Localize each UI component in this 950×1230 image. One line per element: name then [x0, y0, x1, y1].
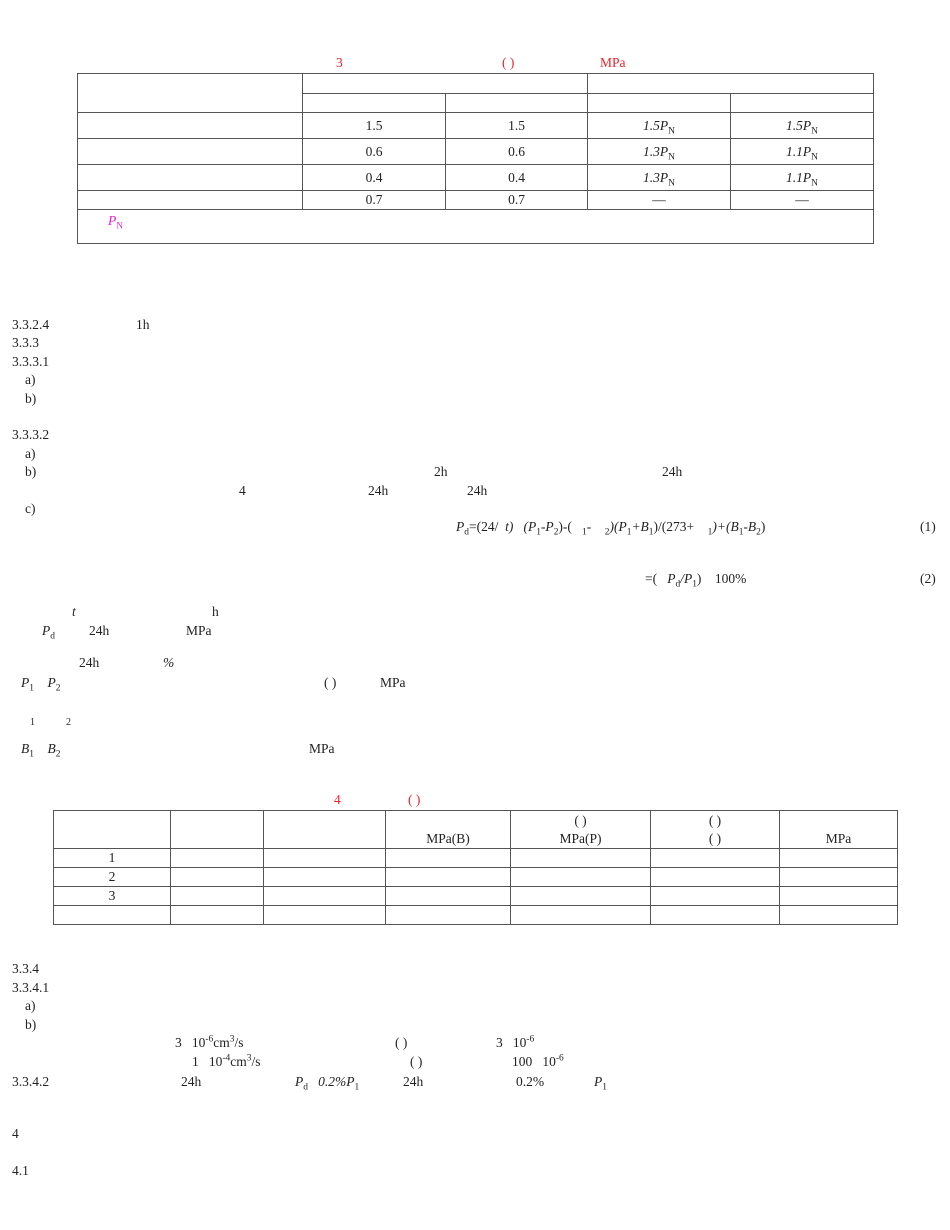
table-row — [78, 113, 874, 139]
formula-text: /P — [680, 571, 693, 586]
definition-text: 24h — [79, 655, 100, 670]
definition-symbol: B — [47, 741, 56, 756]
number-text: 4 — [239, 483, 246, 498]
table-cell — [171, 868, 264, 887]
formula-subscript: 1 — [707, 527, 713, 538]
section-number: 3.3.3 — [12, 335, 39, 350]
formula-text: 100% — [714, 571, 747, 586]
cell-subscript: N — [811, 126, 818, 137]
section-number: 4.1 — [12, 1163, 29, 1178]
formula-text: ) — [696, 571, 702, 586]
table3 — [77, 73, 874, 244]
formula-subscript: 1 — [536, 527, 541, 538]
section-number: 3.3.2.4 — [12, 317, 50, 332]
table-cell: 0.6 — [303, 139, 446, 165]
table-cell — [386, 868, 511, 887]
table3-label-cell — [78, 113, 303, 139]
list-marker: a) — [25, 998, 36, 1013]
table3-caption-paren: ( ) — [502, 55, 515, 70]
unit-text: /s — [251, 1054, 261, 1069]
formula-text: )+(B — [712, 519, 739, 534]
table-cell — [386, 887, 511, 906]
table3-label-cell — [78, 191, 303, 210]
formula-subscript: d — [303, 1082, 308, 1093]
table3-header-row-1 — [78, 74, 874, 94]
table-cell — [588, 165, 731, 191]
duration-text: 24h — [368, 483, 389, 498]
table3-header-cell — [303, 74, 588, 94]
list-marker: a) — [25, 372, 36, 387]
paren-text: ( ) — [410, 1054, 423, 1069]
header-top-line: ( ) — [708, 813, 722, 828]
formula-subscript: 1 — [354, 1082, 360, 1093]
definition-unit: MPa — [309, 741, 335, 756]
formula-text: =(24/ — [468, 519, 499, 534]
formula-symbol: P — [594, 1074, 603, 1089]
duration-text: 24h — [181, 1074, 202, 1089]
duration-text: 24h — [467, 483, 488, 498]
table3-label-cell — [78, 165, 303, 191]
leak-rate-line-2 — [192, 1055, 260, 1069]
table-cell — [731, 139, 874, 165]
cell-subscript: N — [811, 152, 818, 163]
unit-text: cm — [213, 1035, 230, 1050]
value-exponent: -6 — [555, 1053, 564, 1064]
formula-subscript: 1 — [648, 527, 654, 538]
table4-header-row — [54, 811, 898, 849]
note-subscript: N — [116, 221, 124, 232]
unit-text: cm — [230, 1054, 247, 1069]
table-cell: 3 — [54, 887, 171, 906]
table-cell: 0.7 — [303, 191, 446, 210]
table-cell — [651, 868, 780, 887]
cell-text: 1.3P — [643, 169, 669, 185]
table3-header-cell — [731, 94, 874, 113]
table-cell — [651, 849, 780, 868]
definition-symbol: P — [42, 623, 51, 638]
formula-subscript: 1 — [582, 527, 587, 538]
formula-subscript: 2 — [553, 527, 559, 538]
table-cell — [780, 849, 898, 868]
definition-unit: MPa — [380, 675, 406, 690]
table3-header-cell — [588, 74, 874, 94]
table4-header-cell: MPa — [780, 811, 898, 849]
table-cell — [171, 887, 264, 906]
formula-subscript: 1 — [738, 527, 744, 538]
table4-header-cell — [171, 811, 264, 849]
table-cell: 1.5 — [446, 113, 588, 139]
table-row — [54, 887, 898, 906]
table3-caption-unit: MPa — [600, 55, 626, 70]
formula-subscript: 1 — [626, 527, 632, 538]
formula-text: - — [586, 519, 592, 534]
formula-text: )(P — [609, 519, 627, 534]
formula-subscript: d — [675, 579, 681, 590]
cell-subscript: N — [811, 178, 818, 189]
cell-text: 1.1P — [786, 169, 812, 185]
cell-subscript: N — [668, 126, 675, 137]
table-row — [54, 868, 898, 887]
formula-subscript: 1 — [692, 579, 697, 590]
section-number: 3.3.4.2 — [12, 1074, 50, 1089]
formula-text: =( — [645, 571, 658, 586]
formula-text: t) — [505, 519, 514, 534]
formula-text: -P — [540, 519, 554, 534]
cell-text: 1.5P — [643, 117, 669, 133]
formula-text: )-( — [558, 519, 572, 534]
value-text: 3 — [496, 1035, 503, 1050]
list-marker: b) — [25, 391, 37, 406]
table-row — [54, 849, 898, 868]
definition-text: ( ) — [324, 675, 337, 690]
paren-text: ( ) — [395, 1035, 408, 1050]
section-number: 3.3.4 — [12, 961, 39, 976]
table-cell — [511, 887, 651, 906]
table-row — [78, 165, 874, 191]
value-exponent: -6 — [205, 1034, 214, 1045]
table-cell — [171, 849, 264, 868]
table4-caption-paren: ( ) — [408, 792, 421, 807]
table-cell — [780, 887, 898, 906]
definition-unit: MPa — [186, 623, 212, 638]
definition-b1-b2 — [21, 741, 61, 760]
formula-symbol: P — [295, 1074, 304, 1089]
section-number: 3.3.3.1 — [12, 354, 50, 369]
value-text: 1 — [192, 1054, 199, 1069]
unit-text: /s — [234, 1035, 244, 1050]
leak-rate-line-1 — [175, 1036, 243, 1050]
formula-1 — [456, 519, 766, 538]
table3-header-cell — [588, 94, 731, 113]
table-cell — [264, 849, 386, 868]
condition-p1 — [594, 1074, 607, 1093]
table-cell — [264, 887, 386, 906]
formula-symbol: P — [456, 519, 465, 534]
cell-text: 1.1P — [786, 143, 812, 159]
table-cell: 0.7 — [446, 191, 588, 210]
table-cell: — — [588, 191, 731, 210]
section-number: 3.3.4.1 — [12, 980, 50, 995]
table3-note-row — [78, 210, 874, 244]
formula-subscript: 1 — [602, 1082, 607, 1093]
table3-header-cell — [303, 94, 446, 113]
table3-note-cell — [78, 210, 874, 244]
formula-2 — [645, 571, 747, 590]
definition-text: 24h — [89, 623, 110, 638]
table-cell: — — [731, 191, 874, 210]
table-cell: 0.4 — [303, 165, 446, 191]
table4-header-cell: MPa(B) — [386, 811, 511, 849]
table-row — [54, 906, 898, 925]
unit-exponent: 3 — [246, 1053, 252, 1064]
table-cell — [264, 906, 386, 925]
duration-text: 24h — [403, 1074, 424, 1089]
formula-text: )/(273+ — [653, 519, 695, 534]
table-cell: 1 — [54, 849, 171, 868]
definition-symbol: t — [72, 604, 76, 619]
list-marker: a) — [25, 446, 36, 461]
duration-text: 24h — [662, 464, 683, 479]
table3-header-cell — [446, 94, 588, 113]
table-cell — [588, 139, 731, 165]
formula-text: +B — [631, 519, 649, 534]
value-text: 10 — [542, 1054, 556, 1069]
formula-subscript: 2 — [604, 527, 610, 538]
formula-text: 0.2%P — [318, 1074, 355, 1089]
header-bottom-line: MPa(P) — [559, 830, 602, 846]
value-text: 10 — [208, 1054, 223, 1069]
section-number: 3.3.3.2 — [12, 427, 50, 442]
table-cell — [731, 165, 874, 191]
definition-symbol: P — [21, 675, 30, 690]
unit-exponent: 3 — [229, 1034, 235, 1045]
leak-limit-1 — [496, 1036, 534, 1050]
table-cell — [386, 906, 511, 925]
definition-pd — [42, 623, 55, 642]
table3-header-cell — [78, 74, 303, 113]
table-cell — [264, 868, 386, 887]
definition-text: h — [212, 604, 219, 619]
value-text: 10 — [512, 1035, 527, 1050]
value-text: 3 — [175, 1035, 182, 1050]
table4 — [53, 810, 898, 925]
formula-symbol: P — [667, 571, 676, 586]
table-cell: 2 — [54, 868, 171, 887]
formula-text: (P — [523, 519, 537, 534]
table-cell: 1.5 — [303, 113, 446, 139]
table-cell — [54, 906, 171, 925]
table-cell — [731, 113, 874, 139]
table-cell — [511, 868, 651, 887]
list-marker: c) — [25, 501, 36, 516]
value-exponent: -4 — [222, 1053, 231, 1064]
definition-subscript: 1 — [29, 749, 34, 760]
definition-subscript: 1 — [29, 683, 34, 694]
leak-limit-2 — [512, 1055, 564, 1069]
duration-text: 1h — [136, 317, 150, 332]
section-number: 4 — [12, 1126, 19, 1141]
table-row — [78, 139, 874, 165]
table-cell — [511, 906, 651, 925]
percent-text: 0.2% — [516, 1074, 545, 1089]
table-row — [78, 191, 874, 210]
definition-unit: % — [163, 655, 175, 670]
definition-subscript: 2 — [55, 749, 61, 760]
table4-header-cell — [54, 811, 171, 849]
list-marker: b) — [25, 1017, 37, 1032]
cell-text: 1.3P — [643, 143, 669, 159]
condition-text — [295, 1074, 360, 1093]
table-cell — [171, 906, 264, 925]
equation-number: (2) — [920, 571, 936, 586]
note-symbol: P — [108, 213, 117, 228]
table-cell: 0.4 — [446, 165, 588, 191]
value-exponent: -6 — [526, 1034, 535, 1045]
header-top-line: ( ) — [574, 813, 587, 828]
definition-subscript: 2 — [55, 683, 61, 694]
value-text: 100 — [512, 1054, 533, 1069]
table-cell — [511, 849, 651, 868]
list-marker: b) — [25, 464, 37, 479]
definition-p1-p2 — [21, 675, 61, 694]
table-cell — [651, 906, 780, 925]
definition-subscript: d — [50, 631, 55, 642]
table4-header-cell — [264, 811, 386, 849]
table-cell: 0.6 — [446, 139, 588, 165]
table4-caption-number: 4 — [334, 792, 341, 807]
formula-text: ) — [760, 519, 766, 534]
table4-header-cell — [651, 811, 780, 849]
definition-subscript: 1 — [30, 717, 35, 728]
table-cell — [386, 849, 511, 868]
definition-symbol: P — [47, 675, 56, 690]
cell-subscript: N — [668, 152, 675, 163]
table3-label-cell — [78, 139, 303, 165]
cell-text: 1.5P — [786, 117, 812, 133]
definition-symbol: B — [21, 741, 30, 756]
duration-text: 2h — [434, 464, 448, 479]
equation-number: (1) — [920, 519, 936, 534]
table-cell — [588, 113, 731, 139]
table-cell — [780, 868, 898, 887]
value-text: 10 — [191, 1035, 206, 1050]
formula-subscript: 2 — [756, 527, 761, 538]
formula-text: -B — [743, 519, 757, 534]
table-cell — [780, 906, 898, 925]
formula-subscript: d — [464, 527, 469, 538]
table4-header-cell — [511, 811, 651, 849]
table-cell — [651, 887, 780, 906]
header-bottom-line: ( ) — [708, 830, 722, 846]
cell-subscript: N — [668, 178, 675, 189]
table3-caption-number: 3 — [336, 55, 343, 70]
definition-subscript: 2 — [66, 717, 71, 728]
